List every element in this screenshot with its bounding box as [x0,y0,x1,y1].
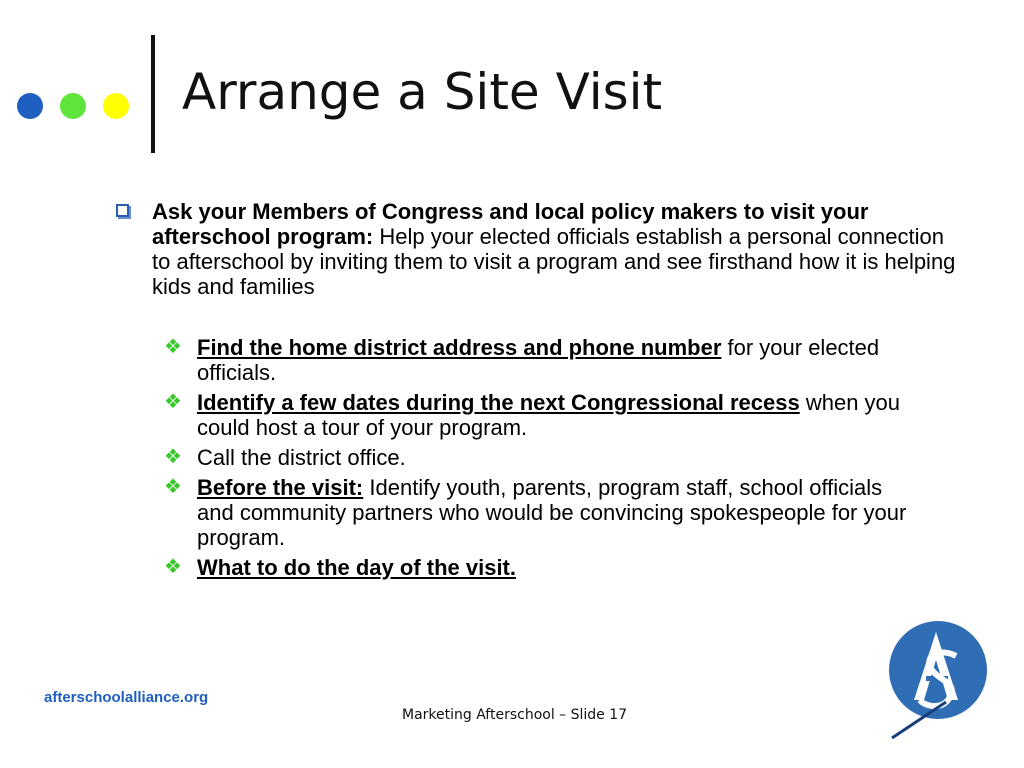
decor-dot-blue [17,93,43,119]
sub-bullet-emphasis: Before the visit: [197,475,364,500]
main-bullet [108,199,968,299]
decor-dot-green [60,93,86,119]
sub-bullet-item [164,555,924,580]
footer-url[interactable]: afterschoolalliance.org [44,689,209,706]
diamond-bullet-icon: ❖ [164,476,182,498]
sub-bullet-text: for your elected officials. [197,335,880,385]
sub-bullet-item [164,445,924,470]
diamond-bullet-icon: ❖ [164,391,182,413]
sub-bullet-list [164,335,924,585]
sub-bullet-emphasis: What to do the day of the visit. [197,555,516,580]
sub-bullet-item [164,475,924,550]
sub-bullet-item [164,335,924,385]
slide-title: Arrange a Site Visit [182,63,663,121]
diamond-bullet-icon: ❖ [164,556,182,578]
diamond-bullet-icon: ❖ [164,446,182,468]
main-bullet-bold: Ask your Members of Congress and local policy makers to visit your afterschool program: [152,199,869,249]
diamond-bullet-icon: ❖ [164,336,182,358]
afterschool-alliance-logo-icon [886,620,990,744]
main-bullet-text [152,199,968,299]
sub-bullet-emphasis: Find the home district address and phone number [197,335,722,360]
decor-dot-yellow [103,93,129,119]
title-divider [151,35,155,153]
sub-bullet-text: when you could host a tour of your program. [197,390,901,440]
square-bullet-icon [116,204,129,217]
sub-bullet-text: Identify youth, parents, program staff, school officials and community partners who would be convincing spokespeople for your program. [197,475,907,550]
main-bullet-rest: Help your elected officials establish a personal connection to afterschool by inviting them to visit a program and see firsthand how it is helping kids and families [152,224,956,299]
sub-bullet-emphasis: Identify a few dates during the next Congressional recess [197,390,800,415]
sub-bullet-item [164,390,924,440]
footer-slide-label: Marketing Afterschool – Slide 17 [402,707,628,723]
sub-bullet-text: Call the district office. [197,445,406,470]
